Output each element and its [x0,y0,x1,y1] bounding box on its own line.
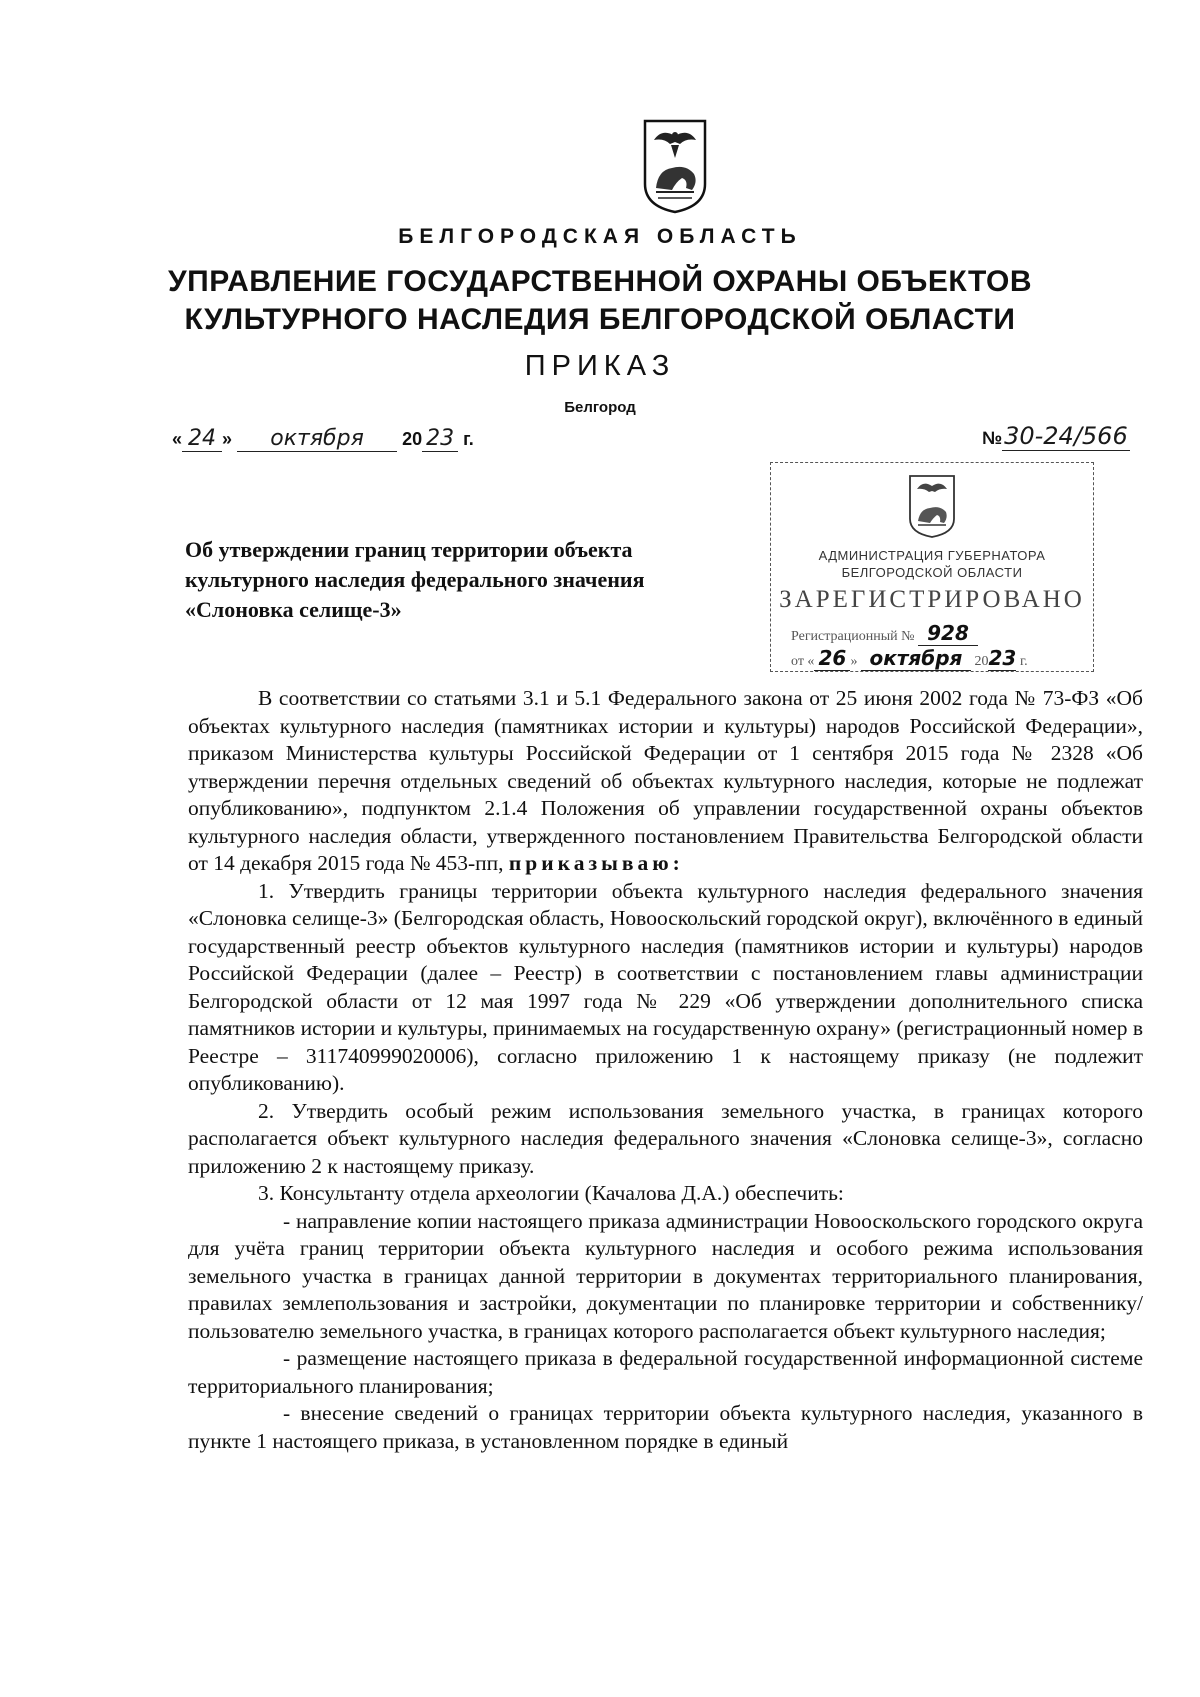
stamp-date-year-prefix: 20 [974,654,989,669]
stamp-org-line-2: БЕЛГОРОДСКОЙ ОБЛАСТИ [841,565,1023,580]
stamp-reg-number: 928 [918,621,978,646]
date-year-prefix: 20 [402,429,423,449]
stamp-date-from: от « [791,654,815,669]
document-title: Об утверждении границ территории объекта культурного наследия федерального значения «Слоновка селище-3» [185,537,645,622]
stamp-organization [771,547,1093,581]
item-3-paragraph: 3. Консультанту отдела археологии (Качалова Д.А.) обеспечить: [258,1181,844,1205]
stamp-org-line-1: АДМИНИСТРАЦИЯ ГУБЕРНАТОРА [818,548,1046,563]
registration-stamp [770,462,1094,672]
stamp-date-year-unit: г. [1019,654,1028,669]
stamp-registration-number [791,621,1091,646]
order-number [982,422,1130,451]
document-type: ПРИКАЗ [524,350,676,382]
date-month: октября [237,426,397,452]
order-word: приказываю: [508,851,684,875]
organization-name-line-2: КУЛЬТУРНОГО НАСЛЕДИЯ БЕЛГОРОДСКОЙ ОБЛАСТИ [184,303,1016,336]
item-1-paragraph: 1. Утвердить границы территории объекта культурного наследия федерального значения «Слоновка селище-3» (Белгородская область, Новооскольский городской округ), включённого в единый государственный реестр объектов культурного наследия (памятников истории и культуры) народов Российской Федерации (далее – Реестр) в соответствии с постановлением главы администрации Белгородской области от 12 мая 1997 года № 229 «Об утверждении дополнительного списка памятников истории и культуры, принимаемых на государственную охрану» (регистрационный номер в Реестре – 311740999020006), согласно приложению 1 к настоящему приказу (не подлежит опубликованию). [188,878,1143,1095]
item-3a-paragraph: - направление копии настоящего приказа администрации Новооскольского городского округа для учёта границ территории объекта культурного наследия и особого режима использования земельного участка в границах данной территории в документах территориального планирования, правилах землепользования и застройки, документации по планировке территории и собственнику/пользователю земельного участка, в границах которого располагается объект культурного наследия; [188,1208,1143,1343]
stamp-emblem [907,473,957,539]
date-open-quote: « [172,429,183,449]
organization-name-line-1: УПРАВЛЕНИЕ ГОСУДАРСТВЕННОЙ ОХРАНЫ ОБЪЕКТОВ [167,265,1033,298]
stamp-date-year-suffix: 23 [988,646,1017,670]
item-2-paragraph: 2. Утвердить особый режим использования земельного участка, в границах которого располагается объект культурного наследия федерального значения «Слоновка селище-3», согласно приложению 2 к настоящему приказу. [188,1098,1143,1178]
city-name: Белгород [564,399,636,416]
stamp-date-close: » [850,654,858,669]
stamp-date-month: октября [861,646,971,671]
number-sign: № [982,428,1003,448]
item-3b-paragraph: - размещение настоящего приказа в федеральной государственной информационной системе территориального планирования; [188,1346,1143,1398]
stamp-registration-date [791,646,1091,671]
date-close-quote: » [222,429,233,449]
stamp-status: ЗАРЕГИСТРИРОВАНО [779,586,1085,613]
preamble-text: В соответствии со статьями 3.1 и 5.1 Федерального закона от 25 июня 2002 года № 73-ФЗ «Об объектах культурного наследия (памятниках истории и культуры) народов Российской Федерации», приказом Министерства культуры Российской Федерации от 1 сентября 2015 года № 2328 «Об утверждении перечня отдельных сведений об объектах культурного наследия, которые не подлежат опубликованию», подпунктом 2.1.4 Положения об управлении государственной охраны объектов культурного наследия области, утвержденного постановлением Правительства Белгородской области от 14 декабря 2015 года № 453-пп, [188,686,1143,875]
date-year-suffix: 23 [422,426,458,452]
document-body [188,685,1143,1455]
number-value: 30-24/566 [1004,422,1128,450]
region-name: БЕЛГОРОДСКАЯ ОБЛАСТЬ [398,225,802,248]
stamp-reg-label: Регистрационный № [791,629,915,644]
order-date [172,426,474,452]
stamp-date-day: 26 [814,646,850,671]
coat-of-arms-emblem [642,118,708,214]
item-3c-paragraph: - внесение сведений о границах территории объекта культурного наследия, указанного в пункте 1 настоящего приказа, в установленном порядке в единый [188,1401,1143,1453]
date-year-unit: г. [463,429,474,449]
date-day: 24 [182,426,222,452]
preamble-paragraph [188,685,1143,878]
